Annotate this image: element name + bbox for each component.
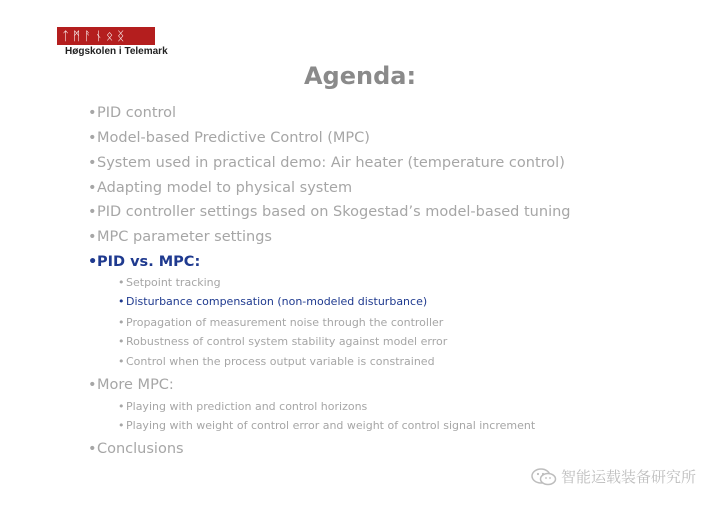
- bullet: •: [118, 419, 125, 432]
- agenda-item-text: More MPC:: [97, 377, 174, 393]
- bullet: •: [88, 180, 97, 196]
- agenda-item-text: MPC parameter settings: [97, 229, 272, 245]
- bullet: •: [118, 276, 125, 289]
- wechat-icon: [531, 467, 557, 487]
- slide-title: Agenda:: [303, 62, 417, 90]
- bullet: •: [118, 295, 125, 308]
- bullet: •: [88, 229, 97, 245]
- bullet: •: [88, 254, 98, 270]
- agenda-subitem-text: Setpoint tracking: [126, 276, 221, 289]
- agenda-item-text: PID vs. MPC:: [97, 254, 201, 270]
- bullet: •: [88, 204, 97, 220]
- agenda-subitem: [118, 276, 221, 290]
- agenda-subitem: [118, 335, 447, 349]
- bullet: •: [118, 400, 125, 413]
- agenda-subitem-text: Playing with prediction and control horizons: [126, 400, 368, 413]
- bullet: •: [118, 316, 125, 329]
- agenda-subitem-text: Playing with weight of control error and weight of control signal increment: [126, 419, 536, 432]
- bullet: •: [88, 377, 97, 393]
- logo-banner: [57, 27, 155, 45]
- agenda-item: [88, 179, 352, 197]
- bullet: •: [88, 441, 97, 457]
- agenda-item-text: PID control: [97, 105, 177, 121]
- agenda-item: [88, 129, 370, 147]
- agenda-item: [88, 228, 272, 246]
- agenda-item: [88, 203, 571, 221]
- logo-glyphs: ᛏ ᛗ ᚨ ᚾ ᛟ ᛝ: [62, 29, 125, 43]
- agenda-subitem-text: Control when the process output variable is constrained: [126, 355, 435, 368]
- agenda-item-text: Adapting model to physical system: [97, 180, 353, 196]
- bullet: •: [118, 355, 125, 368]
- agenda-item-text: Model-based Predictive Control (MPC): [97, 130, 370, 146]
- agenda-item-text: System used in practical demo: Air heater (temperature control): [97, 155, 565, 171]
- agenda-item: [88, 104, 176, 122]
- bullet: •: [88, 130, 97, 146]
- agenda-subitem: [118, 355, 435, 369]
- agenda-item: [88, 376, 174, 394]
- institution-name: Høgskolen i Telemark: [65, 46, 168, 57]
- agenda-item-text: PID controller settings based on Skogestad’s model-based tuning: [97, 204, 571, 220]
- agenda-subitem: [118, 316, 443, 330]
- agenda-item-text: Conclusions: [97, 441, 184, 457]
- agenda-subitem-current: [118, 295, 427, 309]
- agenda-subitem: [118, 419, 535, 433]
- agenda-item-current: [88, 253, 200, 271]
- watermark-text: 智能运载装备研究所: [560, 468, 696, 486]
- agenda-subitem-text: Propagation of measurement noise through the controller: [126, 316, 444, 329]
- school-logo: [57, 27, 168, 57]
- watermark: [531, 466, 696, 487]
- bullet: •: [88, 105, 97, 121]
- agenda-subitem: [118, 400, 367, 414]
- agenda-subitem-text: Robustness of control system stability against model error: [126, 335, 448, 348]
- agenda-item: [88, 154, 565, 172]
- agenda-item: [88, 440, 184, 458]
- agenda-subitem-text: Disturbance compensation (non-modeled disturbance): [126, 295, 428, 308]
- bullet: •: [118, 335, 125, 348]
- bullet: •: [88, 155, 97, 171]
